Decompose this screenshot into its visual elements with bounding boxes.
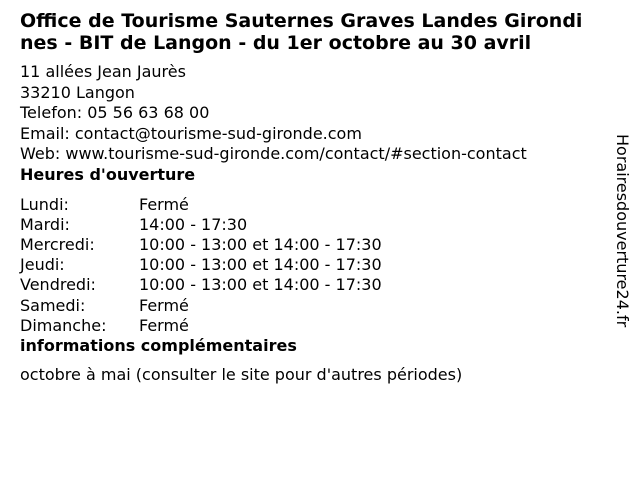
- page-title: Office de Tourisme Sauternes Graves Landes Girondines - BIT de Langon - du 1er octobre au 30 avril: [20, 10, 583, 54]
- additional-info-text: octobre à mai (consulter le site pour d'autres périodes): [20, 364, 463, 384]
- email-address: Email: contact@tourisme-sud-gironde.com: [20, 123, 362, 143]
- hours-row: [20, 215, 382, 235]
- city-address: 33210 Langon: [20, 82, 135, 102]
- day-label: Dimanche:: [20, 315, 107, 335]
- additional-info-heading: informations complémentaires: [20, 335, 297, 355]
- contact-block: [20, 62, 590, 165]
- day-hours: Fermé: [139, 295, 189, 315]
- hours-row: [20, 255, 382, 275]
- hours-row: [20, 275, 382, 295]
- day-label: Mercredi:: [20, 234, 95, 254]
- phone-number: Telefon: 05 56 63 68 00: [20, 103, 210, 122]
- day-hours: 14:00 - 17:30: [139, 214, 248, 234]
- opening-hours-heading: Heures d'ouverture: [20, 164, 196, 184]
- day-hours: 10:00 - 13:00 et 14:00 - 17:30: [139, 255, 382, 275]
- day-label: Samedi:: [20, 295, 86, 315]
- hours-row: [20, 296, 382, 316]
- day-hours: Fermé: [139, 194, 189, 214]
- hours-row: [20, 316, 382, 336]
- day-hours: 10:00 - 13:00 et 14:00 - 17:30: [139, 275, 382, 295]
- hours-row: [20, 195, 382, 215]
- content: [20, 10, 590, 385]
- hours-row: [20, 235, 382, 255]
- opening-hours-table: [20, 195, 382, 336]
- site-watermark: Horairesdouverture24.fr: [613, 134, 632, 328]
- day-label: Jeudi:: [20, 255, 65, 275]
- street-address: 11 allées Jean Jaurès: [20, 62, 186, 81]
- day-label: Vendredi:: [20, 275, 96, 295]
- day-label: Mardi:: [20, 214, 70, 234]
- day-hours: 10:00 - 13:00 et 14:00 - 17:30: [139, 234, 382, 254]
- website-link: Web: www.tourisme-sud-gironde.com/contact/#section-contact: [20, 144, 527, 163]
- day-label: Lundi:: [20, 194, 69, 214]
- day-hours: Fermé: [139, 315, 189, 335]
